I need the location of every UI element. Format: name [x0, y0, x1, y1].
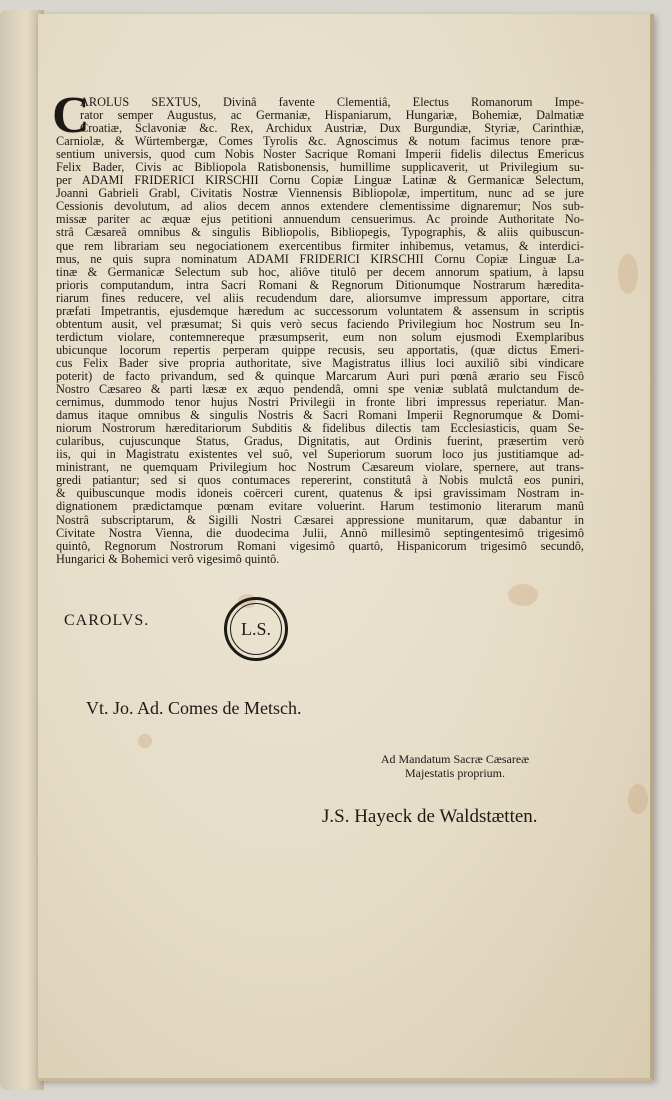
text-line: iis, qui in Magistratu existentes vel suô, vel Superiorum suorum loco jus justitiamque ad-	[56, 447, 584, 462]
text-line: AROLUS SEXTUS, Divinâ favente Clementiâ, Electus Romanorum Impe-	[80, 95, 584, 109]
text-line: & quibuscunque modis idoneis coërceri curent, quatenus & ipsi gravissimam Nostram in-	[56, 486, 584, 501]
text-line: Joanni Gabrieli Grabl, Civitatis Nostræ Viennensis Bibliopolæ, impertitum, nunc ad se jure	[56, 186, 584, 201]
text-line: damus itaque omnibus & singulis Nostris & Sacri Romani Imperii Regnorumque & Domi-	[56, 408, 584, 423]
text-line: poterit) de facto privandum, sed & quinque Marcarum Auri puri pœnâ ærario seu Fiscô	[56, 368, 584, 383]
text-line: terdictum violare, contemnereque præsumpserit, eum non solum ejusmodi Exemplaribus	[56, 329, 584, 344]
text-line: sentium universis, quod cum Nobis Noster Sacrique Romani Imperii fidelis dilectus Emericus	[56, 147, 584, 162]
text-line: mus, ne quis supra nominatum ADAMI FRIDERICI KIRSCHII Cornu Copiæ Linguæ La-	[56, 251, 584, 266]
text-line: per ADAMI FRIDERICI KIRSCHII Cornu Copiæ Linguæ Latinæ & Germanicæ Selectum,	[56, 173, 584, 188]
foxing-stain	[508, 584, 538, 606]
seal-stamp	[224, 597, 288, 661]
mandate-line-2: Majestatis proprium.	[405, 766, 505, 780]
text-line: ubicunque locorum repertis perperam quippe recusis, seu apportatis, (quæ dictus Emeri-	[56, 342, 584, 357]
foxing-stain	[628, 784, 648, 814]
imperial-privilege-text	[52, 87, 584, 566]
text-line: prioris computandum, intra Sacri Romani & Regnorum Ditionumque Nostrarum hæredita-	[56, 277, 584, 292]
text-line: Felix Bader, Civis ac Bibliopola Ratisbonensis, humillime supplicaverit, ut Privilegium su-	[56, 160, 584, 175]
text-line: Cessionis devolutum, ad alios decem annos extendere clementissime dignaremur; Nos sub-	[56, 199, 584, 214]
text-line: rator semper Augustus, ac Germaniæ, Hispaniarum, Hungariæ, Bohemiæ, Dalmatiæ	[80, 108, 584, 123]
text-line: cernimus, dummodo tenor hujus Nostri Privilegii in fronte libri impressus reperiatur. Man-	[56, 395, 584, 410]
text-line: strâ Cæsareâ omnibus & singulis Bibliopolis, Bibliopegis, Typographis, & aliis quibuscun-	[56, 225, 584, 240]
text-line: Nostrâ subscriptarum, & Sigilli Nostri Cæsarei appressione munitarum, quæ dabantur in	[56, 512, 584, 527]
emperor-signature: CAROLVS.	[64, 612, 150, 629]
text-line: niorum Nostrorum hæreditariorum Subditis & fidelibus dilectis tam Ecclesiasticis, quam Se-	[56, 421, 584, 436]
text-line: gredi patiantur; sed si quos contumaces repererint, constitutâ à Nobis mulctâ eos puniri,	[56, 473, 584, 488]
privilege-lines	[56, 96, 584, 566]
text-line: Nostro Cæsareo & parti læsæ ex æquo pendendâ, omni spe veniæ sublatâ mulctandum de-	[56, 382, 584, 397]
text-line: dignationem prædictamque pœnam evitare voluerint. Harum testimonio literarum manû	[56, 499, 584, 514]
text-line: cus Felix Bader sive propria authoritate, sive Magistratus illius loci auxiliô sibi vindicare	[56, 355, 584, 370]
text-line: cularibus, cujuscunque Status, Gradus, Dignitatis, aut Ordinis fuerint, præsertim verò	[56, 434, 584, 449]
foxing-stain	[138, 734, 152, 748]
text-line: præfati Impetrantis, ejusdemque hæredum ac successorum voluntatem & assensum in scriptis	[56, 303, 584, 318]
text-line: Croatiæ, Sclavoniæ &c. Rex, Archidux Austriæ, Dux Burgundiæ, Styriæ, Carinthiæ,	[80, 121, 584, 136]
countersignature: Vt. Jo. Ad. Comes de Metsch.	[86, 698, 302, 718]
text-line: riarum fines reducere, vel aliis recudendum dare, aliorsumve impressum apportare, citra	[56, 290, 584, 305]
text-line: ministrant, ne quemquam Privilegium hoc Nostrum Cæsareum violare, spernere, aut trans-	[56, 460, 584, 475]
text-line: missæ pariter ac æquæ ejus petitioni annuendum censuerimus. Ac proinde Authoritate No-	[56, 212, 584, 227]
mandate-note	[360, 752, 550, 780]
seal-label: L.S.	[230, 603, 282, 655]
text-line: que rem librariam seu negociationem exercentibus firmiter inhibemus, vetamus, & interdici-	[56, 238, 584, 253]
foxing-stain	[618, 254, 638, 294]
text-line: Carniolæ, & Würtembergæ, Comes Tyrolis &c. Agnoscimus & notum facimus tenore præ-	[56, 134, 584, 149]
text-line: obtentum ausit, vel præsumat; Si quis verò secus faciendo Privilegium hoc Nostrum seu In-	[56, 316, 584, 331]
text-line: quintô, Regnorum Nostrorum Romani vigesimô quartô, Hispanicorum trigesimô secundô,	[56, 538, 584, 553]
secretary-signature: J.S. Hayeck de Waldstætten.	[322, 806, 538, 827]
text-line: Civitate Nostra Vienna, die duodecima Julii, Annô millesimô septingentesimô trigesimô	[56, 525, 584, 540]
text-line: tinæ & Germanicæ Selectum sub hoc, aliôve titulô per decem annorum spatium, à lapsu	[56, 264, 584, 279]
drop-cap: C	[52, 87, 90, 144]
mandate-line-1: Ad Mandatum Sacræ Cæsareæ	[380, 752, 530, 766]
text-line: Hungarici & Bohemici verô vigesimô quintô.	[56, 551, 280, 566]
